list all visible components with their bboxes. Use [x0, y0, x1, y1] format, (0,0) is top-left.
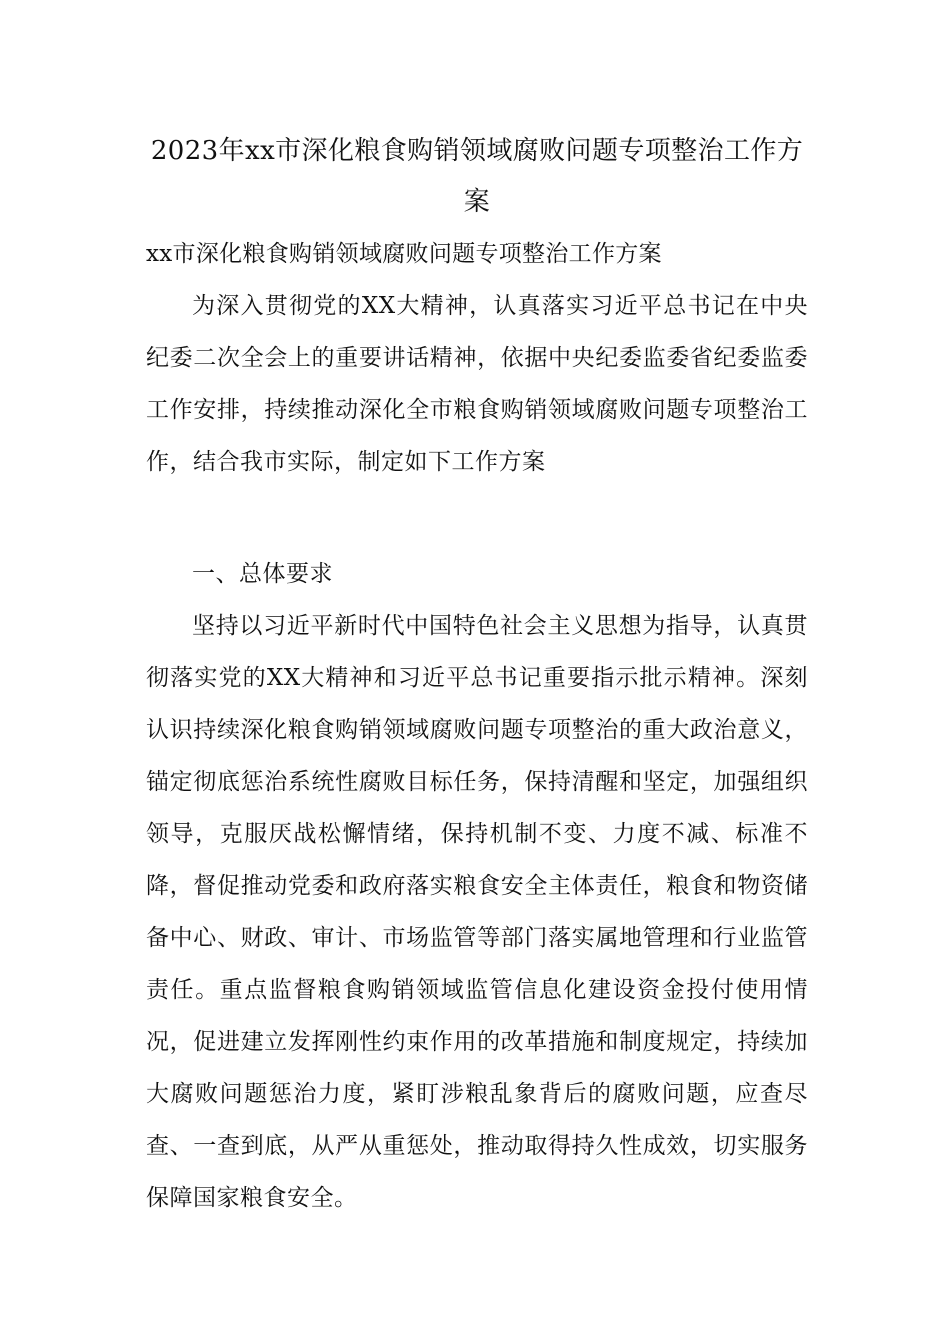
section-heading-general-requirements: 一、总体要求: [192, 561, 333, 587]
section-body-general-requirements: 坚持以习近平新时代中国特色社会主义思想为指导，认真贯彻落实党的XX大精神和习近平总书记重要指示批示精神。深刻认识持续深化粮食购销领域腐败问题专项整治的重大政治意义，锚定彻底惩治系统性腐败目标任务，保持清醒和坚定，加强组织领导，克服厌战松懈情绪，保持机制不变、力度不减、标准不降，督促推动党委和政府落实粮食安全主体责任，粮食和物资储备中心、财政、审计、市场监管等部门落实属地管理和行业监管责任。重点监督粮食购销领域监管信息化建设资金投付使用情况，促进建立发挥刚性约束作用的改革措施和制度规定，持续加大腐败问题惩治力度，紧盯涉粮乱象背后的腐败问题，应查尽查、一查到底，从严从重惩处，推动取得持久性成效，切实服务保障国家粮食安全。: [146, 613, 808, 1211]
intro-paragraph: 为深入贯彻党的XX大精神，认真落实习近平总书记在中央纪委二次全会上的重要讲话精神，依据中央纪委监委省纪委监委工作安排，持续推动深化全市粮食购销领域腐败问题专项整治工作，结合我市实际，制定如下工作方案: [146, 293, 808, 475]
document-title: 2023年xx市深化粮食购销领域腐败问题专项整治工作方案: [150, 136, 804, 217]
document-subtitle: xx市深化粮食购销领域腐败问题专项整治工作方案: [146, 241, 662, 267]
document-page: [146, 126, 808, 1224]
